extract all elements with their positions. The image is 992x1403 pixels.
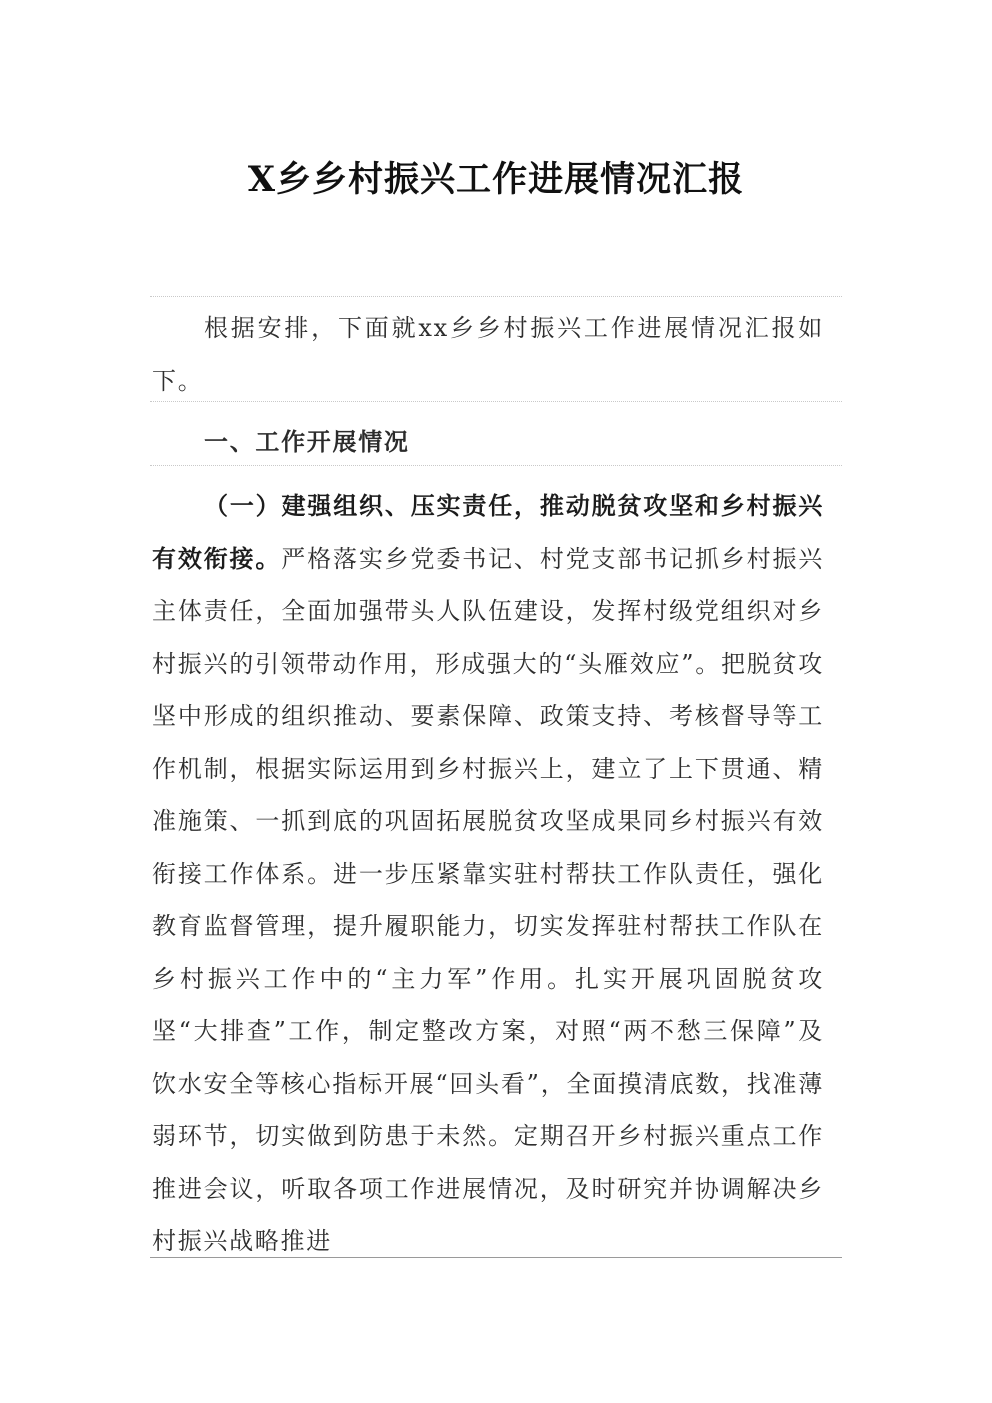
subsection-body: 严格落实乡党委书记、村党支部书记抓乡村振兴主体责任，全面加强带头人队伍建设，发挥村级党组织对乡村振兴的引领带动作用，形成强大的“头雁效应”。把脱贫攻坚中形成的组织推动、要素保障、政策支持、考核督导等工作机制，根据实际运用到乡村振兴上，建立了上下贯通、精准施策、一抓到底的巩固拓展脱贫攻坚成果同乡村振兴有效衔接工作体系。进一步压紧靠实驻村帮扶工作队责任，强化教育监督管理，提升履职能力，切实发挥驻村帮扶工作队在乡村振兴工作中的“主力军”作用。扎实开展巩固脱贫攻坚“大排查”工作，制定整改方案，对照“两不愁三保障”及饮水安全等核心指标开展“回头看”，全面摸清底数，找准薄弱环节，切实做到防患于未然。定期召开乡村振兴重点工作推进会议，听取各项工作进展情况，及时研究并协调解决乡村振兴战略推进: [152, 544, 825, 1255]
subsection-lead: （一）建强组织、压实责任，推动脱贫攻坚和乡村振兴有效衔接。: [152, 491, 824, 573]
divider-top: [150, 296, 842, 297]
section-heading: 一、工作开展情况: [204, 427, 410, 456]
intro-paragraph: 根据安排，下面就xx乡乡村振兴工作进展情况汇报如下。: [152, 314, 824, 395]
divider-after-intro: [150, 401, 842, 402]
page-bottom-rule: [150, 1257, 842, 1258]
section-paragraph: [152, 480, 824, 1268]
divider-after-heading: [150, 465, 842, 466]
document-title: X乡乡村振兴工作进展情况汇报: [247, 159, 745, 200]
